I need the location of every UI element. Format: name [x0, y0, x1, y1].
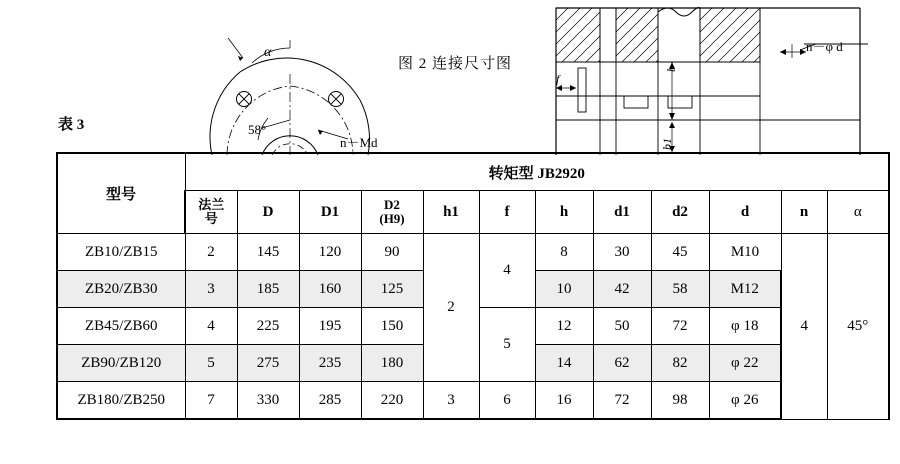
cell-model: ZB20/ZB30 — [57, 271, 185, 308]
cell-flange: 7 — [185, 382, 237, 420]
cell-d2: 72 — [651, 308, 709, 345]
cell-D1: 195 — [299, 308, 361, 345]
cell-D1: 235 — [299, 345, 361, 382]
n-phi-d-annotation: n－φ d — [806, 39, 843, 54]
cell-alpha-merged: 45° — [827, 234, 889, 420]
header-D2-H9: D2 (H9) — [361, 191, 423, 234]
cell-D: 185 — [237, 271, 299, 308]
cell-h: 8 — [535, 234, 593, 271]
header-D1: D1 — [299, 191, 361, 234]
cell-d: M12 — [709, 271, 781, 308]
cell-model: ZB90/ZB120 — [57, 345, 185, 382]
alpha-annotation: α — [264, 45, 272, 60]
cell-flange: 3 — [185, 271, 237, 308]
cell-D2: 150 — [361, 308, 423, 345]
cell-D: 330 — [237, 382, 299, 420]
cell-d: φ 26 — [709, 382, 781, 420]
cell-D1: 120 — [299, 234, 361, 271]
spec-table-container — [56, 152, 869, 420]
cell-f: 6 — [479, 382, 535, 420]
cell-h: 12 — [535, 308, 593, 345]
table-row — [57, 382, 889, 420]
cell-flange: 4 — [185, 308, 237, 345]
cell-h1-merged: 2 — [423, 234, 479, 382]
cell-d2: 58 — [651, 271, 709, 308]
table-row — [57, 234, 889, 271]
connection-dimension-table — [56, 152, 890, 420]
cell-d: φ 18 — [709, 308, 781, 345]
table-label: 表 3 — [58, 117, 85, 133]
header-d: d — [709, 191, 781, 234]
header-h1: h1 — [423, 191, 479, 234]
cell-d1: 42 — [593, 271, 651, 308]
figure-caption: 图 2 连接尺寸图 — [398, 56, 513, 72]
table-header-row-1 — [57, 153, 889, 191]
connection-dimension-drawing — [0, 0, 900, 155]
cell-d1: 50 — [593, 308, 651, 345]
cell-model: ZB45/ZB60 — [57, 308, 185, 345]
cell-h: 14 — [535, 345, 593, 382]
f-annotation: f — [556, 72, 560, 86]
drawing-svg — [0, 0, 900, 160]
cell-D2: 90 — [361, 234, 423, 271]
n-md-annotation: n－Md — [340, 135, 378, 150]
header-n: n — [781, 191, 827, 234]
angle-58-annotation: 58° — [248, 122, 267, 137]
cell-D2: 180 — [361, 345, 423, 382]
cell-d: M10 — [709, 234, 781, 271]
cell-D: 145 — [237, 234, 299, 271]
b1-annotation: b1 — [660, 138, 674, 150]
cell-d2: 45 — [651, 234, 709, 271]
cell-h1: 3 — [423, 382, 479, 420]
header-group-title: 转矩型 JB2920 — [185, 153, 889, 191]
cell-h: 16 — [535, 382, 593, 420]
header-D: D — [237, 191, 299, 234]
cell-d2: 98 — [651, 382, 709, 420]
cell-f-merged-4: 4 — [479, 234, 535, 308]
cell-h: 10 — [535, 271, 593, 308]
cell-d1: 30 — [593, 234, 651, 271]
cell-model: ZB10/ZB15 — [57, 234, 185, 271]
cell-d1: 72 — [593, 382, 651, 420]
header-d2: d2 — [651, 191, 709, 234]
cell-d: φ 22 — [709, 345, 781, 382]
header-flange-no: 法兰 号 — [185, 191, 237, 234]
cell-f-merged-5: 5 — [479, 308, 535, 382]
cell-flange: 5 — [185, 345, 237, 382]
cell-D2: 220 — [361, 382, 423, 420]
header-f: f — [479, 191, 535, 234]
cell-d2: 82 — [651, 345, 709, 382]
header-alpha: α — [827, 191, 889, 234]
cell-d1: 62 — [593, 345, 651, 382]
cell-D: 275 — [237, 345, 299, 382]
cell-n-merged: 4 — [781, 234, 827, 420]
header-d1: d1 — [593, 191, 651, 234]
cell-D2: 125 — [361, 271, 423, 308]
cell-flange: 2 — [185, 234, 237, 271]
header-h: h — [535, 191, 593, 234]
cell-D1: 285 — [299, 382, 361, 420]
cell-model: ZB180/ZB250 — [57, 382, 185, 420]
b-annotation: b — [664, 66, 678, 72]
cell-D: 225 — [237, 308, 299, 345]
cell-D1: 160 — [299, 271, 361, 308]
header-model: 型号 — [57, 153, 185, 234]
